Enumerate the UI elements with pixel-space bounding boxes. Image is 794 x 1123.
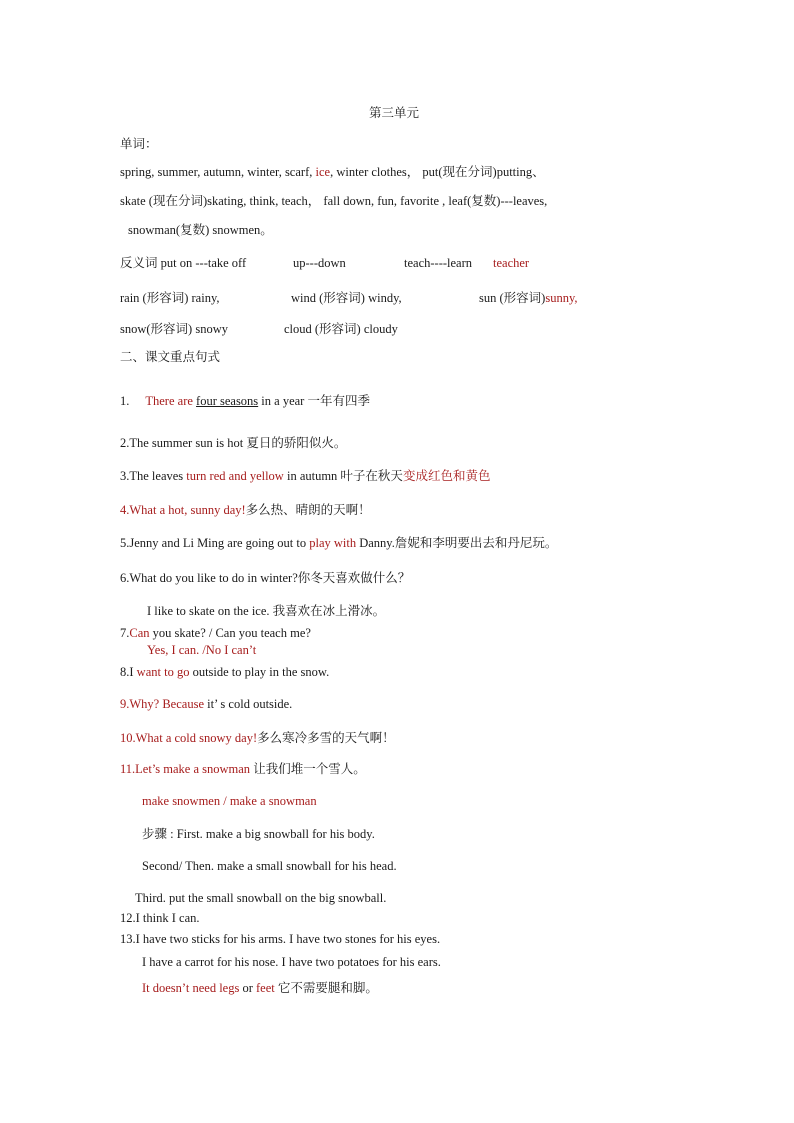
sentence-13-c4: feet [256,981,275,995]
sentence-11-a: 11.Let’s make a snowman [120,762,251,776]
sentence-8 [120,664,329,680]
sentence-8-c: outside to play in the snow. [189,665,330,679]
sentence-13-c1: It doesn’t [142,981,193,995]
sentence-1-num: 1. [120,394,130,408]
sentence-4-a: 4.What a hot, sunny day! [120,503,246,517]
step-2: Second/ Then. make a small snowball for his head. [142,859,397,873]
sentence-1 [120,393,370,409]
sentence-13-c [142,980,378,996]
antonym-1: put on ---take off [160,256,247,270]
vocab-line-1-b: , winter clothes， put(现在分词)putting、 [330,165,545,179]
sentence-11-sub: make snowmen / make a snowman [142,794,317,808]
adjective-4: snow(形容词) snowy [120,322,228,336]
sentence-13-c3: or [239,981,256,995]
sentence-7-answer: Yes, I can. /No I can’t [147,643,257,657]
adjective-3-a: sun (形容词) [479,291,546,305]
antonyms-line [120,255,246,271]
vocab-line-3: snowman(复数) snowmen。 [128,223,273,237]
sentence-5 [120,535,557,551]
sentence-12: 12.I think I can. [120,911,200,925]
antonyms-label: 反义词 [120,256,158,270]
sentence-3-d: 变成红色和黄色 [402,469,491,483]
sentence-9 [120,696,292,712]
sentence-7-can: Can [129,626,150,640]
sentence-2: 2.The summer sun is hot 夏日的骄阳似火。 [120,436,347,450]
sentence-6-answer: I like to skate on the ice. 我喜欢在冰上滑冰。 [147,604,386,618]
adjective-2: wind (形容词) windy, [291,291,402,305]
sentence-5-c: Danny.詹妮和李明要出去和丹尼玩。 [356,536,558,550]
sentence-13-b: I have a carrot for his nose. I have two potatoes for his ears. [142,955,441,969]
vocab-line-1 [120,164,545,180]
sentence-9-a: 9.Why? Because [120,697,204,711]
sentence-7-rest: you skate? / Can you teach me? [149,626,311,640]
vocab-line-1-a: spring, summer, autumn, winter, scarf, [120,165,316,179]
page-title: 第三单元 [369,106,420,120]
adjective-5: cloud (形容词) cloudy [284,322,398,336]
sentence-7 [120,625,311,641]
sentence-10-a: 10.What a cold snowy day! [120,731,258,745]
adjective-1: rain (形容词) rainy, [120,291,220,305]
adjective-3-b: sunny, [545,291,578,305]
antonym-3: teach----learn [404,256,472,270]
step-1: 步骤 : First. make a big snowball for his body. [142,827,375,841]
sentence-5-a: 5.Jenny and Li Ming are going out to [120,536,310,550]
sentence-9-b: it’ s cold outside. [204,697,293,711]
sentence-3-c: in autumn 叶子在秋天 [283,469,403,483]
vocab-ice: ice [315,165,331,179]
sentence-4-b: 多么热、晴朗的天啊！ [245,503,371,517]
antonym-3-extra: teacher [493,256,530,270]
sentence-3 [120,468,490,484]
step-3: Third. put the small snowball on the big snowball. [135,891,387,905]
sentence-5-b: play with [309,536,357,550]
sentence-1-b: four seasons [196,394,259,408]
sentence-13-c2: need legs [192,981,240,995]
antonym-2: up---down [293,256,346,270]
sentence-10-b: 多么寒冷多雪的天气啊！ [257,731,395,745]
sentence-4 [120,502,371,518]
vocab-heading: 单词： [120,137,158,151]
adjective-3 [479,290,578,306]
section2-heading: 二、课文重点句式 [120,350,221,364]
sentence-7-num: 7. [120,626,130,640]
sentence-8-a: 8.I [120,665,137,679]
sentence-11 [120,761,366,777]
sentence-1-a: There are [145,394,197,408]
sentence-6: 6.What do you like to do in winter?你冬天喜欢做什么？ [120,571,411,585]
sentence-11-b: 让我们堆一个雪人。 [250,762,366,776]
sentence-13-c5: 它不需要腿和脚。 [274,981,378,995]
sentence-13: 13.I have two sticks for his arms. I have two stones for his eyes. [120,932,441,946]
vocab-line-2: skate (现在分词)skating, think, teach， fall down, fun, favorite , leaf(复数)---leaves, [120,194,548,208]
sentence-8-b: want to go [136,665,190,679]
sentence-1-c: in a year 一年有四季 [258,394,370,408]
sentence-10 [120,730,395,746]
sentence-3-a: 3.The leaves [120,469,187,483]
sentence-3-b: turn red and yellow [186,469,284,483]
